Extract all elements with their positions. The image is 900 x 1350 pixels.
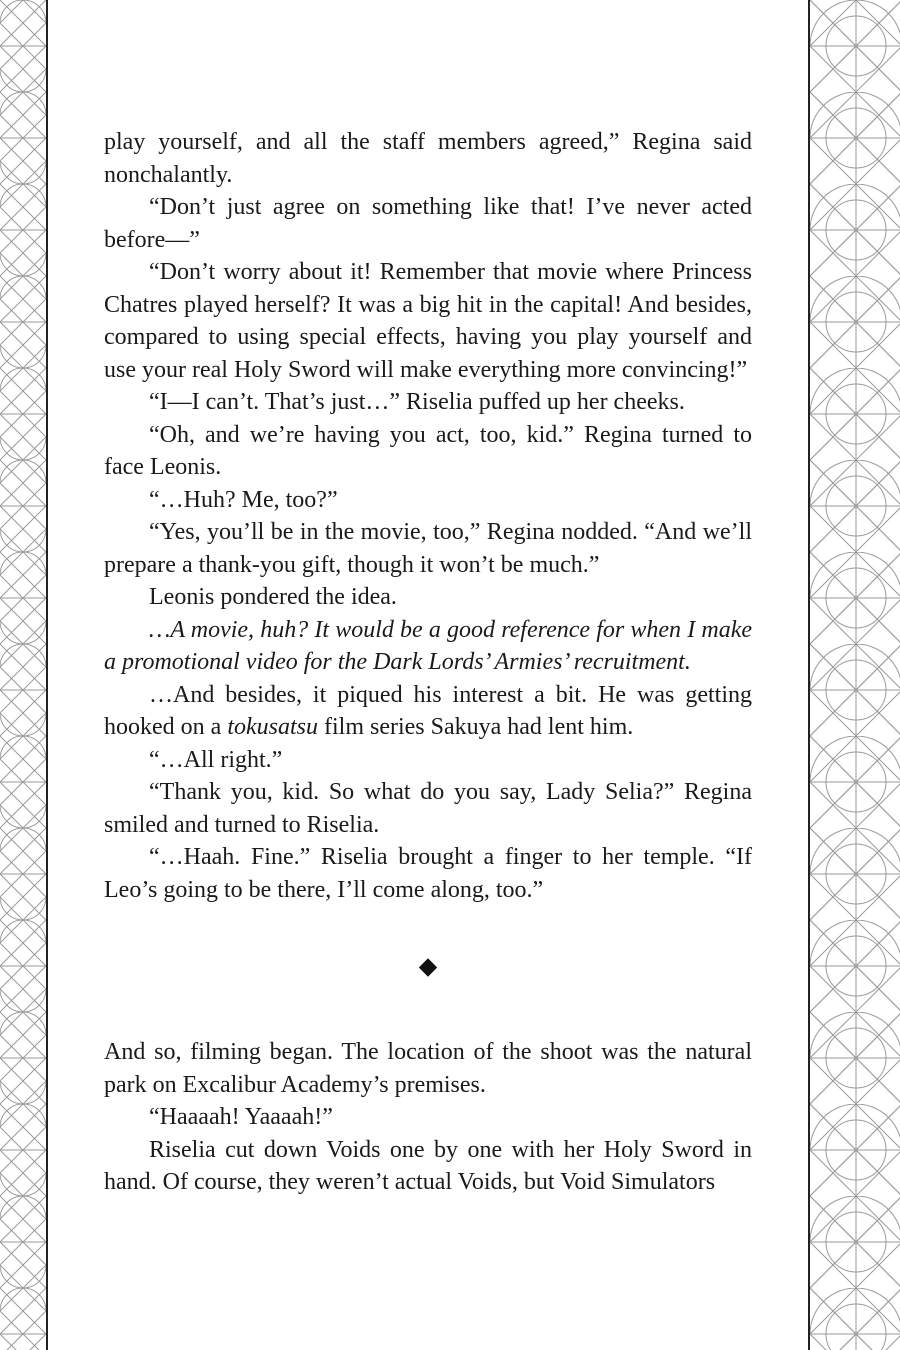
text-run: “…All right.” xyxy=(149,746,283,773)
paragraph xyxy=(104,614,752,679)
paragraph xyxy=(104,1134,752,1199)
paragraph xyxy=(104,516,752,581)
paragraph xyxy=(104,841,752,906)
paragraph xyxy=(104,386,752,419)
text-run: play yourself, and all the staff members agreed,” Regina said nonchalantly. xyxy=(104,129,752,188)
text-run: …And besides, it piqued his interest a bit. He was getting hooked on a xyxy=(104,681,752,740)
text-run: “…Huh? Me, too?” xyxy=(149,486,338,513)
text-section-after xyxy=(104,1036,752,1199)
paragraph xyxy=(104,1036,752,1101)
paragraph xyxy=(104,776,752,841)
text-run: “Don’t worry about it! Remember that movie where Princess Chatres played herself? It was a big hit in the capital! And besides, compared to using special effects, having you play yourself and use your real Holy Sword will make everything more convincing!” xyxy=(104,259,752,383)
paragraph xyxy=(104,419,752,484)
text-run: “I—I can’t. That’s just…” Riselia puffed up her cheeks. xyxy=(149,389,685,415)
paragraph xyxy=(104,581,752,614)
scene-break xyxy=(104,906,752,1036)
text-section-before xyxy=(104,126,752,906)
text-run: Riselia cut down Voids one by one with her Holy Sword in hand. Of course, they weren’t actual Voids, but Void Simulators xyxy=(104,1136,752,1195)
paragraph xyxy=(104,191,752,256)
paragraph xyxy=(104,256,752,386)
geometric-pattern-left xyxy=(0,0,46,1350)
italic-text: …A movie, huh? It would be a good reference for when I make a promotional video for the Dark Lords’ Armies’ recruitment. xyxy=(104,616,752,675)
italic-text: tokusatsu xyxy=(227,714,318,740)
text-run: Leonis pondered the idea. xyxy=(149,584,397,610)
text-run: “…Haah. Fine.” Riselia brought a finger to her temple. “If Leo’s going to be there, I’ll come along, too.” xyxy=(104,844,752,903)
text-run: “Oh, and we’re having you act, too, kid.” Regina turned to face Leonis. xyxy=(104,421,752,480)
text-run: And so, filming began. The location of the shoot was the natural park on Excalibur Academy’s premises. xyxy=(104,1039,752,1098)
paragraph xyxy=(104,679,752,744)
right-decorative-border xyxy=(808,0,900,1350)
text-run: “Don’t just agree on something like that! I’ve never acted before—” xyxy=(104,194,752,253)
paragraph xyxy=(104,126,752,191)
paragraph xyxy=(104,744,752,777)
diamond-icon xyxy=(419,958,437,976)
geometric-pattern-right xyxy=(810,0,900,1350)
paragraph xyxy=(104,484,752,517)
text-run: “Thank you, kid. So what do you say, Lady Selia?” Regina smiled and turned to Riselia. xyxy=(104,779,752,838)
paragraph xyxy=(104,1101,752,1134)
text-run: “Yes, you’ll be in the movie, too,” Regina nodded. “And we’ll prepare a thank-you gift, though it won’t be much.” xyxy=(104,519,752,578)
text-run: “Haaaah! Yaaaah!” xyxy=(149,1104,333,1130)
left-decorative-border xyxy=(0,0,48,1350)
book-page-text xyxy=(104,126,752,1199)
text-run: film series Sakuya had lent him. xyxy=(317,714,634,740)
